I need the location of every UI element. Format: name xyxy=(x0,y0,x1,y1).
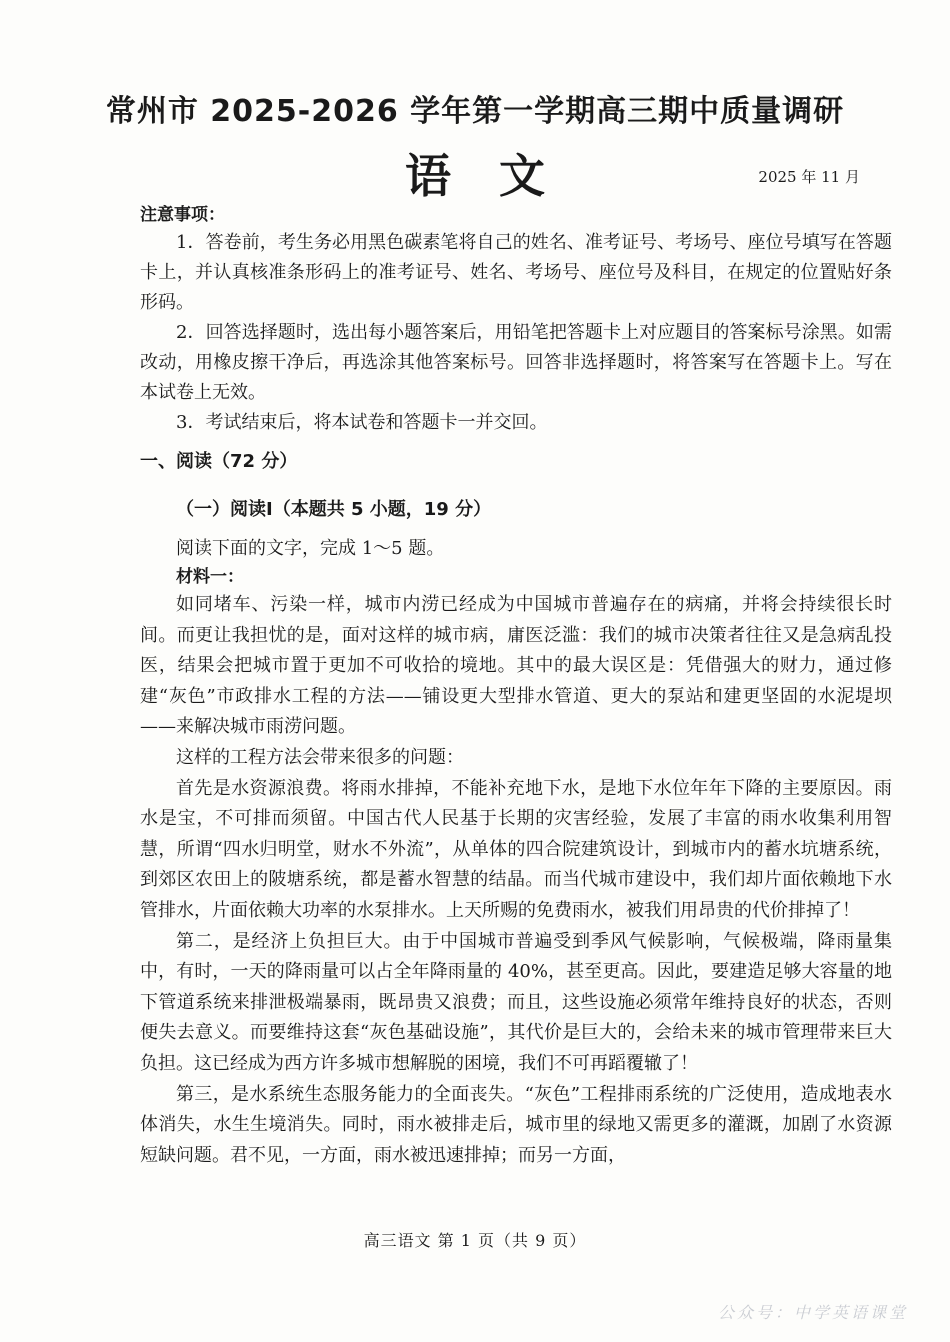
section-heading: 一、阅读（72 分） xyxy=(140,451,298,472)
page-footer: 高三语文 第 1 页（共 9 页） xyxy=(363,1231,587,1250)
passage-paragraph: 这样的工程方法会带来很多的问题： xyxy=(176,746,464,768)
passage-paragraph: 第三，是水系统生态服务能力的全面丧失。“灰色”工程排雨系统的广泛使用，造成地表水体消失，水生生境消失。同时，雨水被排走后，城市里的绿地又需更多的灌溉，加剧了水资源短缺问题。君不见，一方面，雨水被迅速排掉；而另一方面， xyxy=(140,1083,892,1166)
notice-item-1: 1．答卷前，考生务必用黑色碳素笔将自己的姓名、准考证号、考场号、座位号填写在答题卡上，并认真核准条形码上的准考证号、姓名、考场号、座位号及科目，在规定的位置贴好条形码。 xyxy=(140,232,892,313)
notice-item-3: 3．考试结束后，将本试卷和答题卡一并交回。 xyxy=(176,412,548,433)
exam-date: 2025 年 11 月 xyxy=(758,168,860,186)
material-label: 材料一： xyxy=(176,567,244,587)
exam-title: 常州市 2025-2026 学年第一学期高三期中质量调研 xyxy=(105,94,845,129)
notice-item-2: 2．回答选择题时，选出每小题答案后，用铅笔把答题卡上对应题目的答案标号涂黑。如需改动，用橡皮擦干净后，再选涂其他答案标号。回答非选择题时，将答案写在答题卡上。写在本试卷上无效。 xyxy=(140,322,892,403)
reading-passage xyxy=(140,590,892,1171)
notice-label: 注意事项： xyxy=(140,205,225,225)
sub-heading: （一）阅读Ⅰ（本题共 5 小题，19 分） xyxy=(176,499,492,520)
main-content xyxy=(140,202,892,1171)
passage-paragraph: 首先是水资源浪费。将雨水排掉，不能补充地下水，是地下水位年年下降的主要原因。雨水是宝，不可排而须留。中国古代人民基于长期的灾害经验，发展了丰富的雨水收集利用智慧，所谓“四水归明堂，财水不外流”，从单体的四合院建筑设计，到城市内的蓄水坑塘系统，到郊区农田上的陂塘系统，都是蓄水智慧的结晶。而当代城市建设中，我们却片面依赖地下水管排水，片面依赖大功率的水泵排水。上天所赐的免费雨水，被我们用昂贵的代价排掉了！ xyxy=(140,777,892,921)
watermark: 公众号：中学英语课堂 xyxy=(717,1303,908,1322)
passage-paragraph: 如同堵车、污染一样，城市内涝已经成为中国城市普遍存在的病痛，并将会持续很长时间。而更让我担忧的是，面对这样的城市病，庸医泛滥：我们的城市决策者往往又是急病乱投医，结果会把城市置于更加不可收拾的境地。其中的最大误区是：凭借强大的财力，通过修建“灰色”市政排水工程的方法——铺设更大型排水管道、更大的泵站和建更坚固的水泥堤坝——来解决城市雨涝问题。 xyxy=(140,594,892,738)
passage-paragraph: 第二，是经济上负担巨大。由于中国城市普遍受到季风气候影响，气候极端，降雨量集中，有时，一天的降雨量可以占全年降雨量的 40%，甚至更高。因此，要建造足够大容量的地下管道系统来排泄极端暴雨，既昂贵又浪费；而且，这些设施必须常年维持良好的状态，否则便失去意义。而要维持这套“灰色基础设施”，其代价是巨大的，会给未来的城市管理带来巨大负担。这已经成为西方许多城市想解脱的困境，我们不可再蹈覆辙了！ xyxy=(140,930,892,1074)
instruction: 阅读下面的文字，完成 1～5 题。 xyxy=(176,538,445,559)
subject-title: 语文 xyxy=(405,149,593,203)
